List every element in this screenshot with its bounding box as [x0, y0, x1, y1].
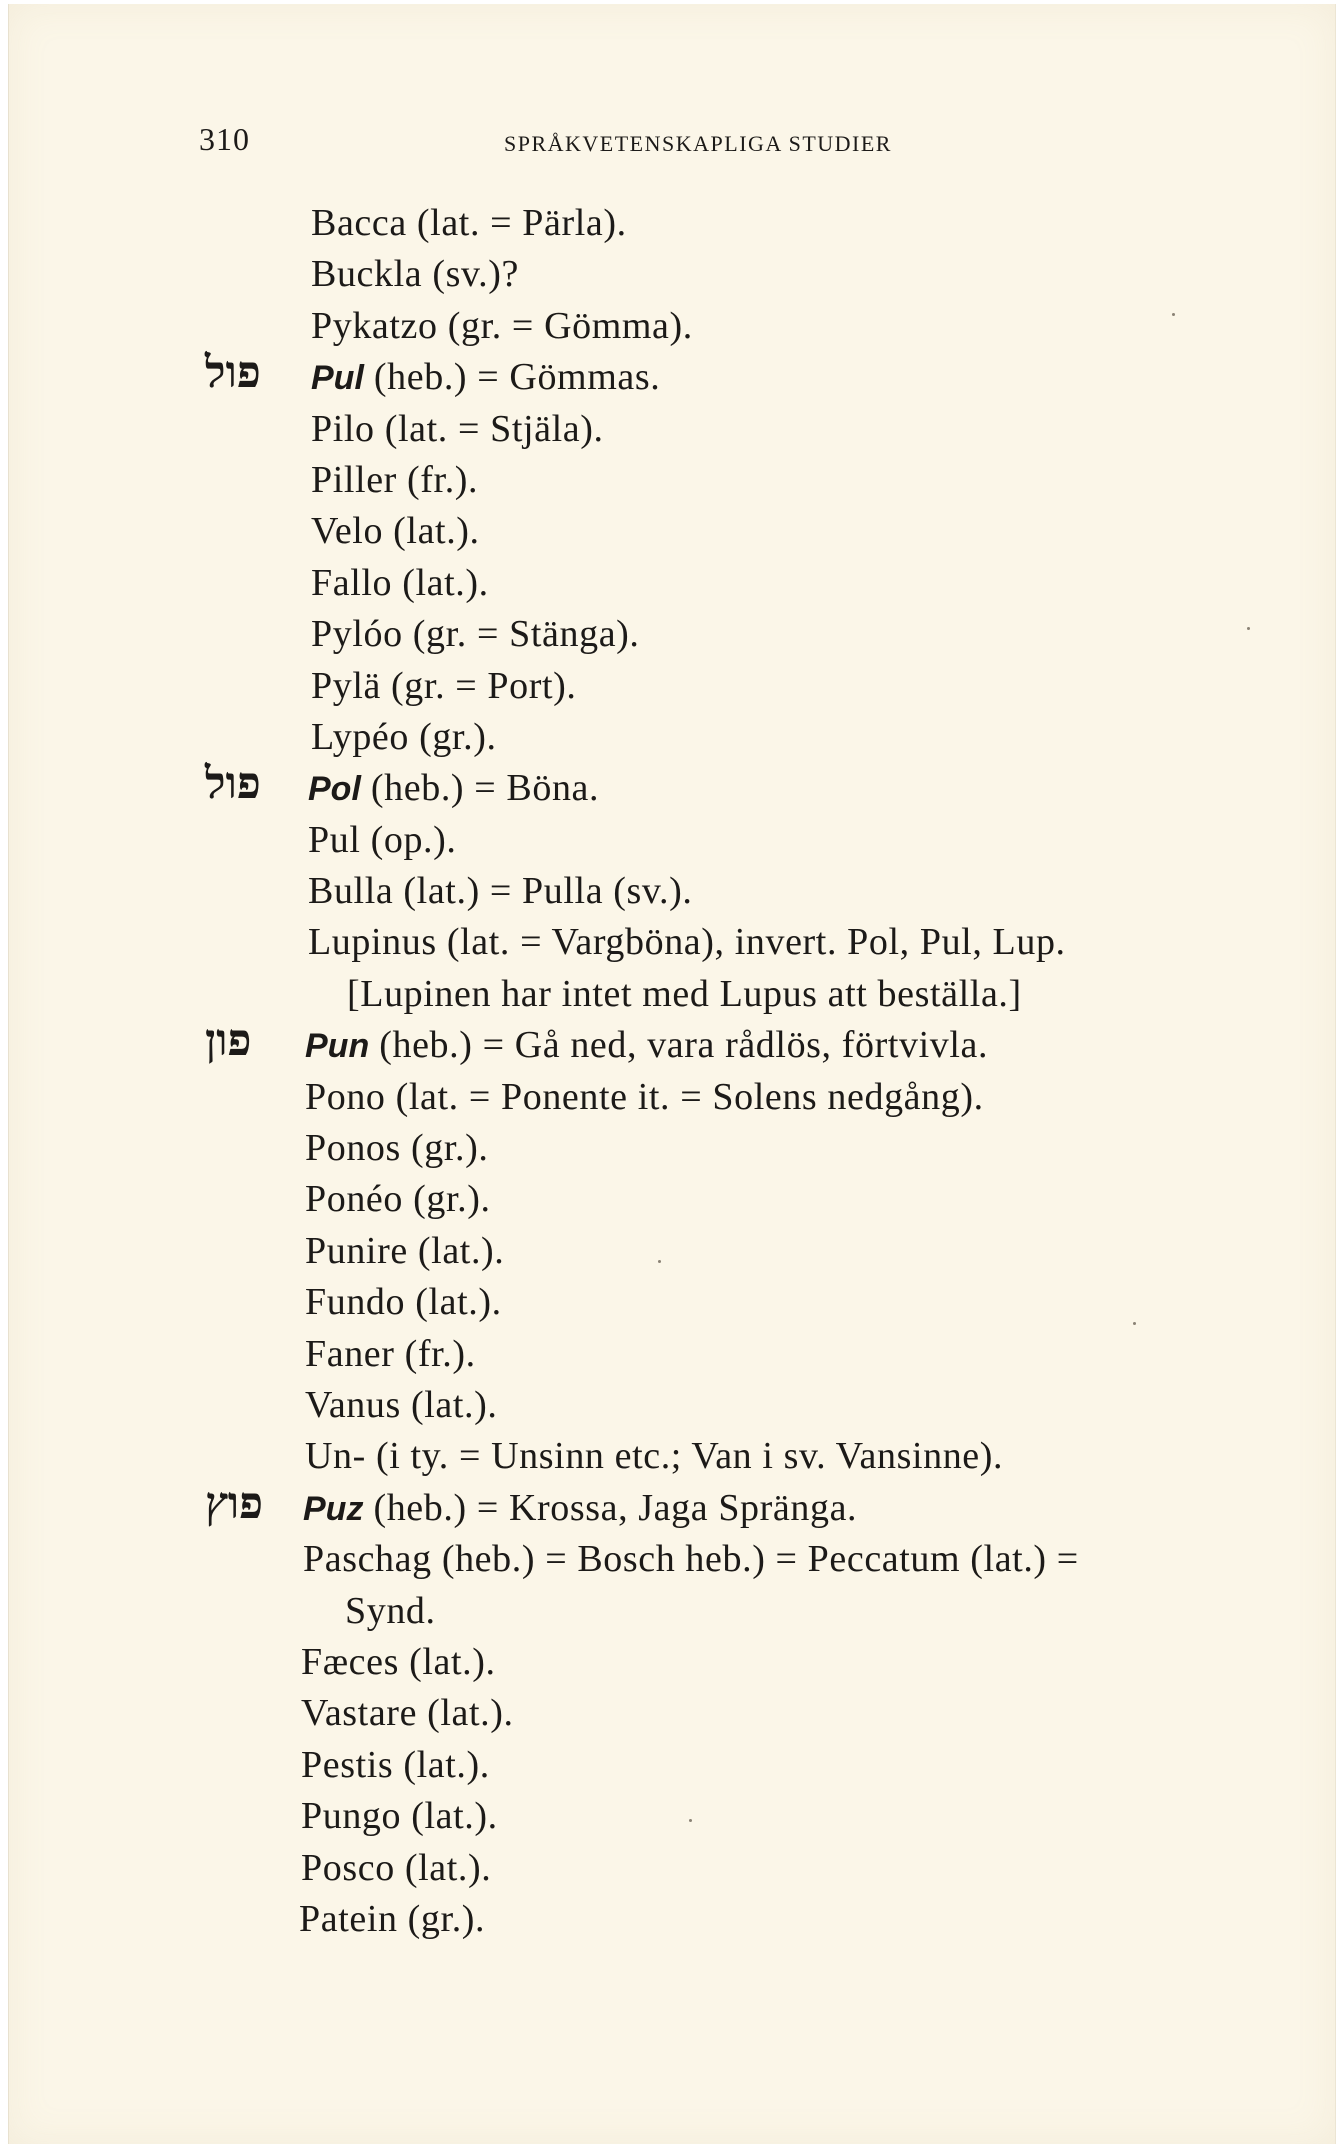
entry-text: Pestis (lat.).: [301, 1743, 490, 1786]
paper-speck: [1172, 313, 1175, 316]
entry-text: Bacca (lat. = Pärla).: [311, 202, 627, 244]
entry-text: Pono (lat. = Ponente it. = Solens nedgång).: [305, 1075, 984, 1118]
entry-line: [9, 1845, 1336, 1896]
entry-text: Lupinus (lat. = Vargböna), invert. Pol, Pul, Lup.: [308, 921, 1066, 964]
entry-line-hebrew-root: [9, 758, 1336, 816]
entry-line: [9, 1690, 1336, 1741]
entry-text: Vanus (lat.).: [305, 1383, 498, 1426]
entry-text: Pylóo (gr. = Stänga).: [311, 613, 640, 656]
entry-list: [9, 200, 1336, 1947]
entry-line: [9, 1125, 1336, 1176]
entry-line: [9, 1074, 1336, 1125]
entry-line: [9, 1228, 1336, 1279]
entry-line: [9, 1793, 1336, 1844]
entry-text: Pilo (lat. = Stjäla).: [311, 407, 604, 450]
headword: Pun: [305, 1027, 370, 1066]
entry-text: [Lupinen har intet med Lupus att beställa.]: [347, 972, 1022, 1015]
entry-line: [9, 817, 1336, 868]
entry-text: Fæces (lat.).: [301, 1640, 496, 1683]
entry-line: [9, 508, 1336, 559]
paper-speck: [658, 1260, 661, 1263]
entry-gloss: (heb.) = Gå ned, vara rådlös, förtvivla.: [379, 1024, 989, 1067]
entry-text: Un- (i ty. = Unsinn etc.; Van i sv. Vansinne).: [305, 1435, 1004, 1478]
entry-text: Bulla (lat.) = Pulla (sv.).: [308, 870, 693, 913]
entry-text: Fundo (lat.).: [305, 1281, 502, 1324]
entry-line: [9, 868, 1336, 919]
entry-line: [9, 1536, 1336, 1587]
entry-text: Posco (lat.).: [301, 1846, 492, 1889]
entry-line: [9, 1176, 1336, 1227]
entry-line: [9, 200, 1336, 251]
entry-text: Ponéo (gr.).: [305, 1178, 491, 1221]
page-number: 310: [199, 121, 250, 157]
hebrew-root-word: פול: [205, 347, 261, 399]
entry-text: Pykatzo (gr. = Gömma).: [311, 304, 693, 347]
entry-line: [9, 919, 1336, 970]
paper-speck: [1247, 627, 1250, 630]
entry-text: Lypéo (gr.).: [311, 715, 497, 758]
book-page: [8, 4, 1336, 2144]
entry-text: Velo (lat.).: [311, 510, 480, 553]
entry-text: [305, 1022, 988, 1069]
page-header: [199, 121, 1099, 161]
entry-text: Pul (op.).: [308, 818, 457, 861]
entry-line: [9, 457, 1336, 508]
entry-text: Synd.: [345, 1589, 436, 1632]
paper-speck: [689, 1819, 692, 1822]
entry-text: Paschag (heb.) = Bosch heb.) = Peccatum (lat.) =: [303, 1538, 1079, 1581]
paper-speck: [1133, 1322, 1136, 1325]
entry-gloss: (heb.) = Böna.: [370, 767, 600, 810]
entry-text: [303, 1485, 857, 1532]
entry-line: [9, 560, 1336, 611]
headword: Pul: [311, 359, 364, 398]
headword: Pol: [308, 770, 361, 809]
entry-line-hebrew-root: [9, 347, 1336, 405]
hebrew-root-word: פול: [205, 758, 261, 810]
entry-line: [9, 251, 1336, 302]
entry-line: [9, 611, 1336, 662]
entry-line-hebrew-root: [9, 1477, 1336, 1536]
entry-gloss: (heb.) = Gömmas.: [373, 356, 661, 399]
entry-text: Pylä (gr. = Port).: [311, 664, 577, 707]
entry-text: Faner (fr.).: [305, 1332, 476, 1375]
entry-line: [9, 406, 1336, 457]
entry-text: Fallo (lat.).: [311, 561, 489, 604]
entry-gloss: (heb.) = Krossa, Jaga Spränga.: [373, 1486, 858, 1529]
entry-text: Buckla (sv.)?: [311, 253, 519, 296]
entry-text: Punire (lat.).: [305, 1229, 505, 1272]
headword: Puz: [303, 1489, 364, 1528]
entry-line: [9, 1896, 1336, 1947]
running-head: SPRÅKVETENSKAPLIGA STUDIER: [504, 131, 892, 156]
hebrew-root-word: פון: [205, 1015, 252, 1067]
entry-text: [308, 765, 599, 812]
entry-line: [9, 1742, 1336, 1793]
entry-line: [9, 1382, 1336, 1433]
entry-text: Patein (gr.).: [299, 1897, 486, 1940]
entry-line: [9, 1331, 1336, 1382]
entry-line-hebrew-root: [9, 1015, 1336, 1073]
entry-line: [9, 1639, 1336, 1690]
entry-line: [9, 663, 1336, 714]
entry-line: [9, 1588, 1336, 1639]
entry-text: [311, 354, 660, 401]
entry-text: Ponos (gr.).: [305, 1127, 489, 1170]
entry-line: [9, 1279, 1336, 1330]
hebrew-root-word: פוץ: [205, 1477, 264, 1529]
entry-text: Piller (fr.).: [311, 458, 479, 501]
entry-text: Pungo (lat.).: [301, 1795, 498, 1838]
entry-text: Vastare (lat.).: [301, 1692, 514, 1735]
